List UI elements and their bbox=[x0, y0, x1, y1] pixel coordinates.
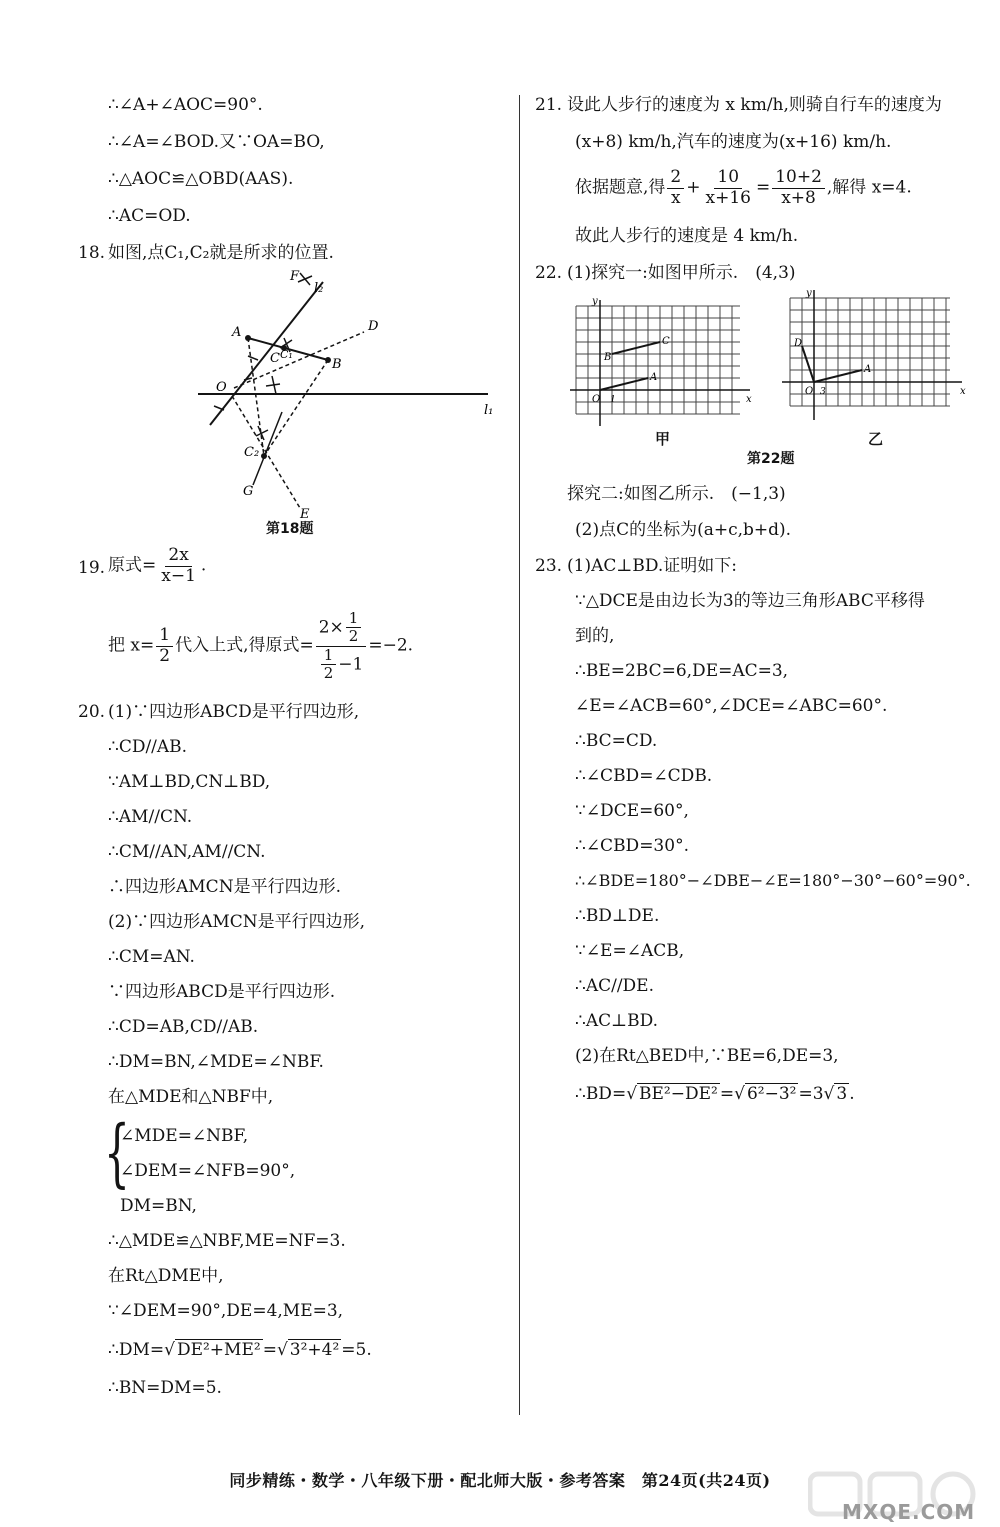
q23-line-10: ∴∠BDE=180°−∠DBE−∠E=180°−30°−60°=90°. bbox=[575, 871, 971, 890]
q21-line-4: 故此人步行的速度是 4 km/h. bbox=[575, 226, 799, 246]
figure-22-jia bbox=[570, 298, 760, 428]
q23-line-7: ∴∠CBD=∠CDB. bbox=[575, 766, 713, 786]
figure-yi-label: 乙 bbox=[868, 430, 884, 448]
q20-line-1: (1)∵四边形ABCD是平行四边形, bbox=[108, 702, 360, 722]
q20-line-13: ∴△MDE≌△NBF,ME=NF=3. bbox=[108, 1231, 346, 1251]
q23-line-11: ∴BD⊥DE. bbox=[575, 906, 660, 926]
q18-number: 18. bbox=[78, 243, 106, 263]
label-E: E bbox=[300, 507, 310, 522]
q23-line-6: ∴BC=CD. bbox=[575, 731, 658, 751]
jia-label-C: C bbox=[662, 336, 670, 347]
yi-label-A: A bbox=[864, 364, 872, 375]
q19-line-1: 原式= $\frac{2x}{x-1}$ . bbox=[108, 545, 207, 586]
q20-line-4: ∴AM//CN. bbox=[108, 807, 193, 827]
q23-line-4: ∴BE=2BC=6,DE=AC=3, bbox=[575, 661, 789, 681]
q20-line-14: 在Rt△DME中, bbox=[108, 1266, 224, 1286]
q23-line-8: ∵∠DCE=60°, bbox=[575, 801, 689, 821]
q17-line-3: ∴△AOC≌△OBD(AAS). bbox=[108, 169, 294, 189]
q22-line-1: (1)探究一:如图甲所示. (4,3) bbox=[567, 263, 796, 283]
q19-line-2: 把 x= $\frac{1}{2}$ 代入上式,得原式= 2× $\frac{1}{2}$ $\frac{1}{2}$ −1 =−2. bbox=[108, 609, 414, 682]
jia-label-x: x bbox=[746, 394, 752, 405]
q22-line-2: 探究二:如图乙所示. (−1,3) bbox=[567, 484, 786, 504]
q20-system-3: DM=BN, bbox=[120, 1196, 197, 1216]
q20-line-7: (2)∵四边形AMCN是平行四边形, bbox=[108, 912, 366, 932]
q17-line-2: ∴∠A=∠BOD.又∵OA=BO, bbox=[108, 132, 325, 152]
jia-label-B: B bbox=[604, 352, 612, 363]
yi-label-y: y bbox=[806, 288, 812, 299]
q23-line-12: ∵∠E=∠ACB, bbox=[575, 941, 685, 961]
figure-18 bbox=[188, 270, 508, 560]
label-l2: l₂ bbox=[314, 281, 324, 296]
q17-line-4: ∴AC=OD. bbox=[108, 206, 191, 226]
figure-22-yi bbox=[780, 288, 970, 428]
q23-line-1: (1)AC⊥BD.证明如下: bbox=[567, 556, 737, 576]
figure-18-caption: 第18题 bbox=[266, 521, 314, 537]
system-brace: { bbox=[104, 1110, 130, 1196]
q20-line-12: 在△MDE和△NBF中, bbox=[108, 1087, 274, 1107]
q23-number: 23. bbox=[535, 556, 563, 576]
q20-line-6: ∴四边形AMCN是平行四边形. bbox=[108, 877, 341, 897]
jia-label-y: y bbox=[592, 298, 598, 307]
jia-label-A: A bbox=[650, 372, 658, 383]
q20-line-17: ∴BN=DM=5. bbox=[108, 1378, 222, 1398]
q18-text: 如图,点C₁,C₂就是所求的位置. bbox=[108, 243, 334, 263]
figure-jia-label: 甲 bbox=[655, 430, 671, 448]
q20-line-10: ∴CD=AB,CD//AB. bbox=[108, 1017, 259, 1037]
label-C: C bbox=[270, 351, 280, 366]
label-F: F bbox=[290, 270, 300, 284]
q20-line-16: ∴DM=√ DE²+ME² =√ 3²+4² =5. bbox=[108, 1340, 372, 1360]
q20-line-15: ∵∠DEM=90°,DE=4,ME=3, bbox=[108, 1301, 344, 1321]
label-O: O bbox=[216, 380, 227, 395]
label-A: A bbox=[232, 325, 242, 340]
q23-line-15: (2)在Rt△BED中,∵BE=6,DE=3, bbox=[575, 1046, 839, 1066]
label-C1: C₁ bbox=[280, 348, 293, 361]
q21-line-1: 设此人步行的速度为 x km/h,则骑自行车的速度为 bbox=[567, 95, 942, 115]
label-B: B bbox=[332, 357, 342, 372]
q21-line-3: 依据题意,得 $\frac{2}{x}$ + $\frac{10}{x+16}$ = $\frac{10+2}{x+8}$ ,解得 x=4. bbox=[575, 167, 912, 208]
figure-22-caption: 第22题 bbox=[747, 451, 795, 467]
jia-label-O: O bbox=[592, 394, 601, 405]
column-divider bbox=[519, 95, 520, 1415]
q20-system-1: ∠MDE=∠NBF, bbox=[120, 1126, 249, 1146]
q23-line-2: ∵△DCE是由边长为3的等边三角形ABC平移得 bbox=[575, 591, 925, 611]
label-D: D bbox=[368, 319, 379, 334]
label-C2: C₂ bbox=[244, 445, 260, 460]
q23-line-3: 到的, bbox=[575, 626, 615, 646]
q20-number: 20. bbox=[78, 702, 106, 722]
label-l1: l₁ bbox=[484, 403, 494, 418]
q20-system-2: ∠DEM=∠NFB=90°, bbox=[120, 1161, 296, 1181]
q22-line-3: (2)点C的坐标为(a+c,b+d). bbox=[575, 520, 792, 540]
q20-line-5: ∴CM//AN,AM//CN. bbox=[108, 842, 266, 862]
q20-line-11: ∴DM=BN,∠MDE=∠NBF. bbox=[108, 1052, 324, 1072]
q21-line-2: (x+8) km/h,汽车的速度为(x+16) km/h. bbox=[575, 132, 892, 152]
q20-line-9: ∵四边形ABCD是平行四边形. bbox=[108, 982, 336, 1002]
yi-label-O: O bbox=[805, 386, 814, 397]
q20-line-3: ∵AM⊥BD,CN⊥BD, bbox=[108, 772, 271, 792]
q23-line-16: ∴BD=√ BE²−DE² =√ 6²−3² =3√ 3 . bbox=[575, 1084, 855, 1104]
page-footer: 同步精练・数学・八年级下册・配北师大版・参考答案 第24页(共24页) bbox=[229, 1471, 771, 1490]
q17-line-1: ∴∠A+∠AOC=90°. bbox=[108, 95, 263, 115]
q20-line-2: ∴CD//AB. bbox=[108, 737, 188, 757]
dotted-b-c2 bbox=[264, 360, 328, 456]
q23-line-5: ∠E=∠ACB=60°,∠DCE=∠ABC=60°. bbox=[575, 696, 888, 716]
q23-line-9: ∴∠CBD=30°. bbox=[575, 836, 689, 856]
q21-number: 21. bbox=[535, 95, 563, 115]
yi-label-D: D bbox=[794, 338, 803, 349]
yi-label-x: x bbox=[960, 386, 966, 397]
dotted-a-c2 bbox=[248, 338, 264, 456]
q22-number: 22. bbox=[535, 263, 563, 283]
q19-number: 19. bbox=[78, 558, 106, 578]
label-G: G bbox=[243, 484, 254, 499]
q23-line-13: ∴AC//DE. bbox=[575, 976, 654, 996]
q23-line-14: ∴AC⊥BD. bbox=[575, 1011, 659, 1031]
yi-label-3: 3 bbox=[820, 387, 826, 397]
watermark-text: MXQE.COM bbox=[842, 1500, 976, 1524]
q20-line-8: ∴CM=AN. bbox=[108, 947, 195, 967]
jia-label-1: 1 bbox=[610, 395, 616, 405]
